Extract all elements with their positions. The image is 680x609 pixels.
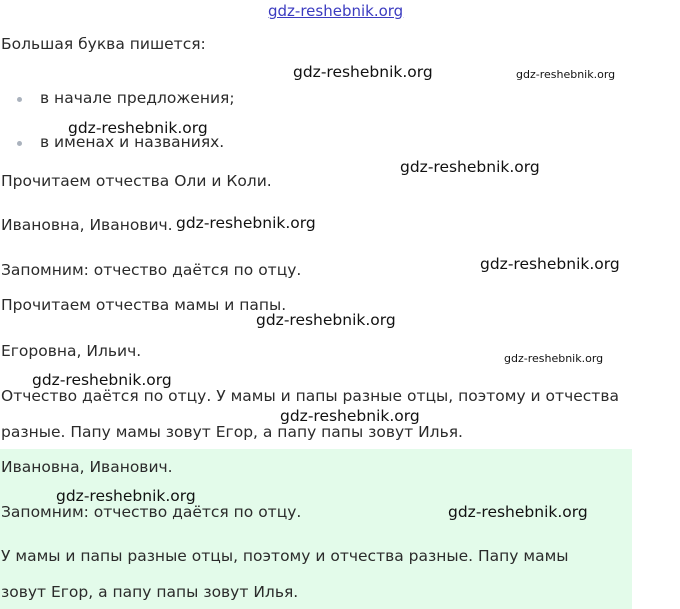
- watermark: gdz-reshebnik.org: [280, 407, 420, 425]
- answer-line-3b: зовут Егор, а папу папы зовут Илья.: [1, 583, 299, 601]
- answer-line-1: Ивановна, Иванович.: [1, 458, 173, 476]
- watermark: gdz-reshebnik.org: [480, 255, 620, 273]
- paragraph-6-line-1: Отчество даётся по отцу. У мамы и папы разные отцы, поэтому и отчества: [1, 387, 619, 405]
- paragraph-4: Прочитаем отчества мамы и папы.: [1, 296, 287, 314]
- watermark: gdz-reshebnik.org: [32, 371, 172, 389]
- watermark: gdz-reshebnik.org: [400, 158, 540, 176]
- answer-line-2: Запомним: отчество даётся по отцу.: [1, 503, 302, 521]
- watermark: gdz-reshebnik.org: [56, 487, 196, 505]
- watermark: gdz-reshebnik.org: [504, 352, 604, 365]
- bullet-item-2: в именах и названиях.: [40, 133, 225, 151]
- answer-line-3a: У мамы и папы разные отцы, поэтому и отчества разные. Папу мамы: [1, 547, 569, 565]
- watermark-top: gdz-reshebnik.org: [268, 2, 404, 20]
- watermark: gdz-reshebnik.org: [293, 63, 433, 81]
- watermark: gdz-reshebnik.org: [68, 119, 208, 137]
- bullet-item-1: в начале предложения;: [40, 89, 235, 107]
- paragraph-1: Прочитаем отчества Оли и Коли.: [1, 172, 272, 190]
- paragraph-3: Запомним: отчество даётся по отцу.: [1, 261, 302, 279]
- watermark: gdz-reshebnik.org: [176, 214, 316, 232]
- paragraph-6-line-2: разные. Папу мамы зовут Егор, а папу папы зовут Илья.: [1, 423, 463, 441]
- watermark: gdz-reshebnik.org: [256, 311, 396, 329]
- paragraph-2: Ивановна, Иванович.: [1, 216, 173, 234]
- watermark: gdz-reshebnik.org: [448, 503, 588, 521]
- watermark: gdz-reshebnik.org: [516, 68, 616, 81]
- bullet-dot-2: [17, 141, 22, 146]
- bullet-dot-1: [17, 97, 22, 102]
- paragraph-5: Егоровна, Ильич.: [1, 342, 142, 360]
- intro-text: Большая буква пишется:: [1, 35, 206, 53]
